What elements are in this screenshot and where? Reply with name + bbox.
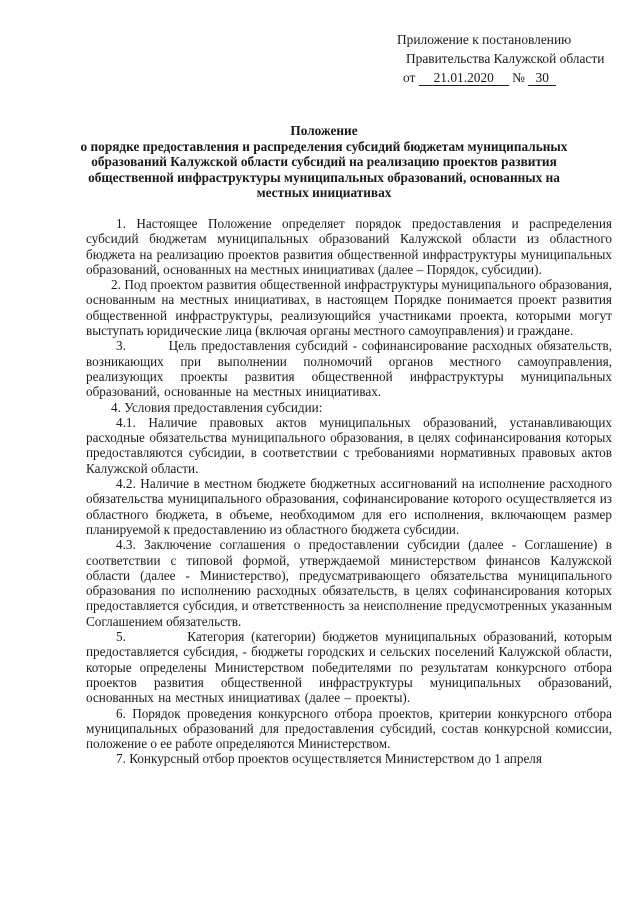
paragraph-5: 5. Категория (категории) бюджетов муниципальных образований, которым предоставляется субсидия, - бюджеты городских и сельских поселений Калужской области, которые определены Министерством победителями по результатам конкурсного отбора проектов развития общественной инфраструктуры муниципальных образований, основанных на местных инициативах (далее – проекты). [86, 629, 612, 706]
appendix-number: 30 [528, 70, 556, 86]
paragraph-4: 4. Условия предоставления субсидии: [111, 399, 323, 415]
paragraph-6: 6. Порядок проведения конкурсного отбора проектов, критерии конкурсного отбора муниципальных образований для предоставления субсидий, состав конкурсной комиссии, положение о ее работе определяются Министерством. [86, 705, 612, 752]
appendix-date: 21.01.2020 [419, 70, 509, 86]
paragraph-4-2: 4.2. Наличие в местном бюджете бюджетных ассигнований на исполнение расходного обязательства муниципального образования, софинансирование которого осуществляется из областного бюджета, в объеме, необходимом для его исполнения, включающем размер планируемой к предоставлению из областного бюджета субсидии. [86, 476, 612, 537]
document-body [86, 216, 612, 767]
appendix-line-2: Правительства Калужской области [406, 51, 605, 66]
appendix-date-line [397, 68, 627, 87]
appendix-header [397, 30, 627, 87]
paragraph-4-3: 4.3. Заключение соглашения о предоставлении субсидии (далее - Соглашение) в соответствии с типовой формой, утверждаемой министерством финансов Калужской области (далее - Министерство), предусматривающего обязательства муниципального образования по исполнению расходных обязательств, в целях софинансирования которых предоставляется субсидия, и ответственность за неисполнение предусмотренных указанным Соглашением обязательств. [86, 537, 612, 629]
appendix-line-1: Приложение к постановлению [397, 32, 572, 47]
from-label: от [403, 70, 416, 85]
title-subject: о порядке предоставления и распределения субсидий бюджетам муниципальных образований Калужской области субсидий на реализацию проектов развития общественной инфраструктуры муниципальных образований, основанных на местных инициативах [80, 138, 568, 201]
paragraph-1: 1. Настоящее Положение определяет порядок предоставления и распределения субсидий бюджетам муниципальных образований Калужской области из областного бюджета на реализацию проектов развития общественной инфраструктуры муниципальных образований, основанных на местных инициативах (далее – Порядок, субсидии). [86, 216, 612, 277]
paragraph-7: 7. Конкурсный отбор проектов осуществляется Министерством до 1 апреля [116, 751, 542, 767]
document-title [74, 123, 574, 201]
paragraph-4-1: 4.1. Наличие правовых актов муниципальных образований, устанавливающих расходные обязательства муниципального образования, в целях софинансирования которых предоставляются субсидии, в соответствии с требованиями нормативных правовых актов Калужской области. [86, 414, 612, 476]
paragraph-3: 3. Цель предоставления субсидий - софинансирование расходных обязательств, возникающих при выполнении полномочий органов местного самоуправления, реализующих проекты развития общественной инфраструктуры муниципальных образований, основанные на местных инициативах. [86, 338, 612, 400]
number-label: № [512, 70, 525, 85]
title-heading: Положение [290, 123, 358, 138]
paragraph-2: 2. Под проектом развития общественной инфраструктуры муниципального образования, основанным на местных инициативах, в настоящем Порядке понимается проект развития общественной инфраструктуры, реализующийся участниками проекта, которыми могут выступать юридические лица (включая органы местного самоуправления) и граждане. [86, 277, 612, 339]
